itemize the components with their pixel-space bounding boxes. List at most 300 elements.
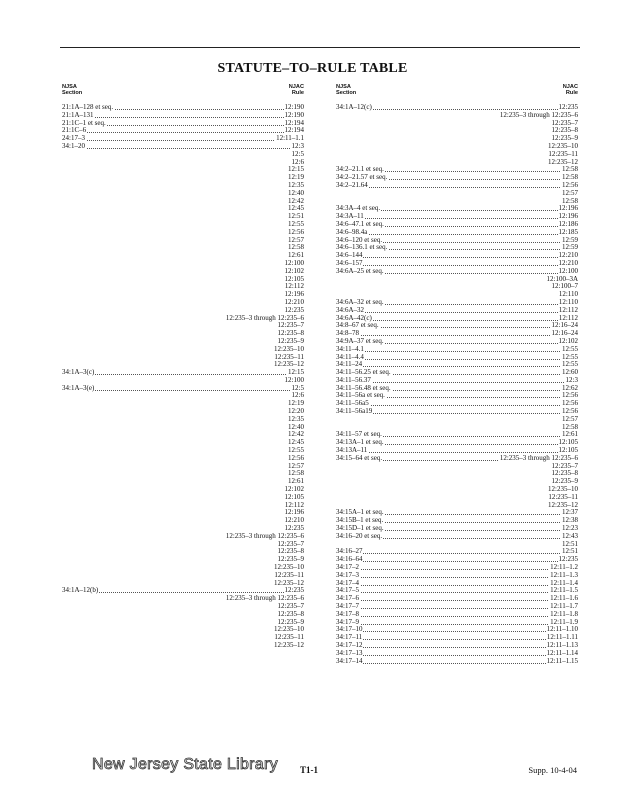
- table-row: [62, 338, 304, 346]
- table-row: [62, 626, 304, 634]
- left-rows: [62, 104, 304, 650]
- header-njsa: [336, 84, 356, 96]
- leader-dots: [62, 390, 304, 391]
- rule-reference: 12:42: [288, 430, 304, 439]
- statute-section: 34:17–13: [336, 648, 363, 657]
- statute-section: 34:1A–12(c): [336, 103, 372, 111]
- statute-section: 34:17–5: [336, 586, 359, 595]
- statute-section: 34:2–21.1 et seq.: [336, 165, 384, 174]
- rule-reference: 12:235–8: [277, 329, 304, 338]
- table-row: [62, 470, 304, 478]
- rule-reference: 12:235–12: [274, 360, 304, 369]
- table-row: [336, 322, 578, 330]
- leader-dots: [336, 592, 578, 593]
- table-row: [62, 143, 304, 151]
- rule-reference: 12:58: [288, 243, 304, 252]
- rule-reference: 12:55: [288, 219, 304, 228]
- rule-reference: 12:235–9: [551, 477, 578, 486]
- rule-reference: 12:235–8: [551, 469, 578, 478]
- rule-reference: 12:58: [562, 422, 578, 431]
- rule-reference: 12:100: [284, 375, 304, 384]
- table-row: [62, 213, 304, 221]
- rule-reference: 12:15: [288, 368, 304, 377]
- rule-reference: 12:235–10: [274, 563, 304, 572]
- rule-reference: 12:45: [288, 438, 304, 447]
- statute-section: 34:11–56a19: [336, 407, 373, 416]
- rule-reference: 12:105: [558, 446, 578, 455]
- rule-reference: 12:112: [284, 282, 304, 291]
- rule-reference: 12:112: [558, 305, 578, 314]
- leader-dots: [62, 140, 304, 141]
- leader-dots: [336, 452, 578, 453]
- statute-section: 34:6–120 et seq.: [336, 235, 383, 244]
- table-row: [62, 291, 304, 299]
- table-row: [62, 127, 304, 135]
- leader-dots: [336, 631, 578, 632]
- table-row: [62, 299, 304, 307]
- statute-section: 34:1A–12(b): [62, 586, 99, 595]
- statute-section: 34:3A–4 et seq.: [336, 204, 381, 213]
- rule-reference: 12:11–1.11: [546, 633, 578, 642]
- rule-reference: 12:58: [562, 173, 578, 182]
- rule-reference: 12:112: [284, 500, 304, 509]
- table-row: [62, 120, 304, 128]
- rule-reference: 12:235–12: [274, 640, 304, 649]
- table-row: [336, 541, 578, 549]
- statute-section: 34:1A–3(c): [62, 368, 95, 377]
- statute-section: 24:17–3: [62, 134, 85, 143]
- table-row: [336, 369, 578, 377]
- rule-reference: 12:235–11: [274, 633, 304, 642]
- header-njac: [563, 84, 578, 96]
- table-row: [336, 556, 578, 564]
- statute-section: 34:11–4.1: [336, 344, 364, 353]
- table-row: [62, 330, 304, 338]
- rule-reference: 12:58: [562, 165, 578, 174]
- rule-reference: 12:57: [562, 414, 578, 423]
- rule-reference: 12:235–8: [277, 609, 304, 618]
- statute-section: 34:3A–11: [336, 212, 364, 221]
- rule-reference: 12:55: [562, 360, 578, 369]
- rule-reference: 12:56: [562, 399, 578, 408]
- leader-dots: [336, 218, 578, 219]
- rule-reference: 12:55: [562, 344, 578, 353]
- header-rule-label: Rule: [565, 90, 578, 97]
- table-row: [62, 533, 304, 541]
- table-row: [336, 611, 578, 619]
- rule-reference: 12:11–1.10: [546, 625, 578, 634]
- statute-section: 34:6–136.1 et seq.: [336, 243, 388, 252]
- table-row: [336, 283, 578, 291]
- table-row: [62, 392, 304, 400]
- statute-section: 34:11–56.37: [336, 375, 371, 384]
- rule-reference: 12:235–10: [548, 485, 578, 494]
- table-row: [336, 533, 578, 541]
- statute-section: 34:11–56.48 et seq.: [336, 383, 391, 392]
- rule-reference: 12:11–1.4: [550, 578, 578, 587]
- rule-reference: 12:235–9: [277, 555, 304, 564]
- table-row: [62, 104, 304, 112]
- table-row: [336, 400, 578, 408]
- rule-reference: 12:51: [562, 547, 578, 556]
- right-column-header: [336, 84, 578, 104]
- table-row: [62, 260, 304, 268]
- rule-reference: 12:55: [562, 352, 578, 361]
- rule-reference: 12:235–10: [548, 141, 578, 150]
- table-row: [62, 369, 304, 377]
- leader-dots: [336, 351, 578, 352]
- rule-reference: 12:110: [558, 297, 578, 306]
- table-row: [62, 595, 304, 603]
- rule-reference: 12:23: [562, 524, 578, 533]
- leader-dots: [336, 359, 578, 360]
- leader-dots: [336, 608, 578, 609]
- statute-section: 34:6A–42(c): [336, 313, 372, 322]
- table-row: [62, 315, 304, 323]
- leader-dots: [336, 405, 578, 406]
- rule-reference: 12:186: [558, 219, 578, 228]
- statute-section: 34:6A–25 et seq.: [336, 266, 384, 275]
- table-row: [62, 517, 304, 525]
- table-row: [62, 361, 304, 369]
- statute-section: 34:13A–11: [336, 446, 368, 455]
- rule-reference: 12:11–1.5: [550, 586, 578, 595]
- rule-reference: 12:235–9: [277, 617, 304, 626]
- table-row: [62, 151, 304, 159]
- rule-reference: 12:235–10: [274, 625, 304, 634]
- statute-section: 21:1C–6: [62, 126, 87, 135]
- table-row: [62, 541, 304, 549]
- table-row: [336, 244, 578, 252]
- rule-reference: 12:235–12: [548, 157, 578, 166]
- rule-reference: 12:56: [562, 180, 578, 189]
- table-row: [336, 392, 578, 400]
- statute-section: 34:17–4: [336, 578, 359, 587]
- rule-reference: 12:3: [291, 141, 304, 150]
- table-row: [336, 354, 578, 362]
- statute-section: 34:6A–32: [336, 305, 364, 314]
- rule-reference: 12:196: [284, 508, 304, 517]
- rule-reference: 12:105: [558, 438, 578, 447]
- rule-reference: 12:235: [284, 586, 304, 595]
- table-row: [62, 478, 304, 486]
- table-row: [62, 502, 304, 510]
- leader-dots: [336, 600, 578, 601]
- statute-section: 34:8–78: [336, 329, 359, 338]
- table-row: [336, 463, 578, 471]
- table-row: [62, 221, 304, 229]
- statute-section: 34:11–24: [336, 360, 363, 369]
- header-section-label: Section: [336, 90, 357, 97]
- leader-dots: [336, 312, 578, 313]
- statute-section: 34:2–21.64: [336, 180, 368, 189]
- statute-section: 34:16–64: [336, 555, 363, 564]
- statute-section: 34:1–20: [62, 141, 85, 150]
- rule-reference: 12:40: [288, 188, 304, 197]
- rule-reference: 12:11–1.9: [550, 617, 578, 626]
- rule-reference: 12:105: [284, 274, 304, 283]
- table-row: [336, 276, 578, 284]
- rule-reference: 12:235–7: [551, 461, 578, 470]
- header-rule-label: Rule: [291, 90, 304, 97]
- statute-section: 34:17–9: [336, 617, 359, 626]
- statute-section: 34:6A–32 et seq.: [336, 297, 384, 306]
- rule-reference: 12:6: [291, 391, 304, 400]
- right-rows: [336, 104, 578, 665]
- rule-reference: 12:196: [558, 204, 578, 213]
- leader-dots: [62, 374, 304, 375]
- rule-reference: 12:59: [562, 235, 578, 244]
- table-row: [336, 572, 578, 580]
- rule-reference: 12:61: [562, 430, 578, 439]
- table-row: [336, 416, 578, 424]
- leader-dots: [336, 577, 578, 578]
- rule-reference: 12:235–7: [551, 118, 578, 127]
- rule-reference: 12:55: [288, 446, 304, 455]
- table-row: [62, 580, 304, 588]
- rule-reference: 12:112: [558, 313, 578, 322]
- statute-section: 34:17–10: [336, 625, 363, 634]
- rule-reference: 12:11–1.14: [546, 648, 578, 657]
- rule-reference: 12:5: [291, 149, 304, 158]
- rule-reference: 12:61: [288, 251, 304, 260]
- header-njsa: [62, 84, 82, 96]
- rule-reference: 12:235–12: [274, 578, 304, 587]
- statute-section: 34:8–67 et seq.: [336, 321, 379, 330]
- leader-dots: [336, 663, 578, 664]
- rule-reference: 12:210: [558, 251, 578, 260]
- statute-section: 34:17–12: [336, 640, 363, 649]
- table-row: [336, 494, 578, 502]
- header-njsa-label: NJSA: [62, 84, 77, 90]
- statute-section: 34:2–21.57 et seq.: [336, 173, 388, 182]
- statute-section: 34:1A–3(e): [62, 383, 95, 392]
- statute-section: 34:15D–1 et seq.: [336, 524, 384, 533]
- table-row: [62, 455, 304, 463]
- rule-reference: 12:235–9: [277, 336, 304, 345]
- table-row: [336, 580, 578, 588]
- statute-section: 34:11–56.25 et seq.: [336, 368, 391, 377]
- rule-reference: 12:235–8: [277, 547, 304, 556]
- table-row: [62, 564, 304, 572]
- rule-reference: 12:35: [288, 414, 304, 423]
- table-row: [336, 120, 578, 128]
- rule-reference: 12:235–8: [551, 126, 578, 135]
- table-row: [62, 431, 304, 439]
- table-row: [62, 322, 304, 330]
- page-title: STATUTE–TO–RULE TABLE: [217, 61, 408, 76]
- leader-dots: [336, 382, 578, 383]
- table-row: [336, 205, 578, 213]
- table-row: [62, 346, 304, 354]
- leader-dots: [336, 647, 578, 648]
- table-row: [62, 283, 304, 291]
- leader-dots: [62, 148, 304, 149]
- table-row: [336, 548, 578, 556]
- statute-section: 34:17–8: [336, 609, 359, 618]
- leader-dots: [336, 553, 578, 554]
- table-row: [62, 424, 304, 432]
- rule-reference: 12:196: [284, 290, 304, 299]
- table-row: [62, 463, 304, 471]
- table-row: [336, 112, 578, 120]
- rule-reference: 12:110: [558, 290, 578, 299]
- rule-reference: 12:56: [562, 391, 578, 400]
- table-row: [62, 642, 304, 650]
- statute-section: 34:15A–1 et seq.: [336, 508, 384, 517]
- rule-reference: 12:11–1.6: [550, 594, 578, 603]
- table-row: [336, 408, 578, 416]
- statute-section: 34:17–11: [336, 633, 363, 642]
- statute-section: 34:9A–37 et seq.: [336, 336, 384, 345]
- supplement-date: Supp. 10-4-04: [528, 765, 577, 775]
- rule-reference: 12:16–24: [551, 321, 578, 330]
- rule-reference: 12:5: [291, 383, 304, 392]
- rule-reference: 12:100: [558, 266, 578, 275]
- rule-reference: 12:38: [562, 516, 578, 525]
- leader-dots: [336, 585, 578, 586]
- table-row: [336, 190, 578, 198]
- leader-dots: [62, 132, 304, 133]
- rule-reference: 12:235–3 through 12:235–6: [225, 594, 304, 603]
- rule-reference: 12:11–1.13: [546, 640, 578, 649]
- header-section-label: Section: [62, 90, 83, 97]
- leader-dots: [336, 187, 578, 188]
- statute-section: 21:1A–131: [62, 110, 94, 119]
- statute-section: 34:11–56a et seq.: [336, 391, 385, 400]
- table-row: [336, 642, 578, 650]
- leader-dots: [336, 335, 578, 336]
- rule-reference: 12:190: [284, 110, 304, 119]
- rule-reference: 12:235–3 through 12:235–6: [499, 453, 578, 462]
- rule-reference: 12:235–3 through 12:235–6: [225, 313, 304, 322]
- leader-dots: [62, 117, 304, 118]
- table-row: [62, 237, 304, 245]
- table-row: [336, 564, 578, 572]
- table-row: [62, 205, 304, 213]
- leader-dots: [336, 639, 578, 640]
- statute-section: 34:17–7: [336, 602, 359, 610]
- rule-reference: 12:11–1.3: [550, 570, 578, 579]
- table-row: [336, 268, 578, 276]
- rule-reference: 12:196: [558, 212, 578, 221]
- table-row: [62, 229, 304, 237]
- table-row: [62, 385, 304, 393]
- table-row: [62, 572, 304, 580]
- rule-reference: 12:19: [288, 173, 304, 182]
- rule-reference: 12:11–1.7: [550, 602, 578, 610]
- rule-reference: 12:51: [288, 212, 304, 221]
- rule-reference: 12:102: [284, 485, 304, 494]
- rule-reference: 12:61: [288, 477, 304, 486]
- rule-reference: 12:57: [288, 461, 304, 470]
- rule-reference: 12:3: [565, 375, 578, 384]
- statute-section: 34:17–3: [336, 570, 359, 579]
- leader-dots: [336, 257, 578, 258]
- table-row: [62, 166, 304, 174]
- rule-reference: 12:235: [284, 305, 304, 314]
- table-row: [336, 595, 578, 603]
- rule-reference: 12:19: [288, 399, 304, 408]
- left-column-header: [62, 84, 304, 104]
- table-row: [62, 619, 304, 627]
- rule-reference: 12:100–3A: [546, 274, 578, 283]
- statute-section: 34:16–27: [336, 547, 363, 556]
- leader-dots: [336, 624, 578, 625]
- page-number: T1-1: [300, 765, 318, 775]
- rule-reference: 12:11–1.1: [276, 134, 304, 143]
- table-row: [62, 268, 304, 276]
- table-row: [62, 190, 304, 198]
- rule-reference: 12:210: [558, 258, 578, 267]
- rule-reference: 12:56: [288, 453, 304, 462]
- rule-reference: 12:58: [288, 469, 304, 478]
- table-row: [336, 478, 578, 486]
- rule-reference: 12:235–3 through 12:235–6: [225, 531, 304, 540]
- table-row: [336, 603, 578, 611]
- leader-dots: [336, 265, 578, 266]
- rule-reference: 12:43: [562, 531, 578, 540]
- rule-reference: 12:235–11: [274, 352, 304, 361]
- table-row: [62, 400, 304, 408]
- table-row: [62, 611, 304, 619]
- table-row: [62, 198, 304, 206]
- rule-reference: 12:11–1.8: [550, 609, 578, 618]
- header-njac: [289, 84, 304, 96]
- statute-section: 34:6–98.4a: [336, 227, 368, 236]
- table-row: [62, 276, 304, 284]
- table-row: [62, 603, 304, 611]
- table-row: [336, 151, 578, 159]
- table-row: [336, 182, 578, 190]
- statute-section: 34:17–6: [336, 594, 359, 603]
- rule-reference: 12:56: [562, 407, 578, 416]
- rule-reference: 12:37: [562, 508, 578, 517]
- table-row: [336, 455, 578, 463]
- table-row: [336, 619, 578, 627]
- table-row: [62, 494, 304, 502]
- statute-section: 21:1C–1 et seq.: [62, 118, 106, 127]
- rule-reference: 12:210: [284, 516, 304, 525]
- rule-reference: 12:105: [284, 492, 304, 501]
- table-row: [336, 143, 578, 151]
- statute-section: 34:16–20 et seq.: [336, 531, 383, 540]
- rule-reference: 12:190: [284, 103, 304, 111]
- leader-dots: [336, 616, 578, 617]
- leader-dots: [336, 655, 578, 656]
- table-row: [62, 509, 304, 517]
- table-row: [336, 634, 578, 642]
- header-njac-label: NJAC: [288, 84, 304, 90]
- table-row: [62, 252, 304, 260]
- rule-reference: 12:11–1.15: [546, 656, 578, 665]
- table-row: [336, 299, 578, 307]
- table-row: [336, 221, 578, 229]
- leader-dots: [336, 561, 578, 562]
- rule-reference: 12:235–11: [274, 570, 304, 579]
- statute-section: 34:6–47.1 et seq.: [336, 219, 384, 228]
- table-row: [336, 587, 578, 595]
- rule-reference: 12:235–7: [277, 321, 304, 330]
- rule-reference: 12:42: [288, 196, 304, 205]
- rule-reference: 12:20: [288, 407, 304, 416]
- statute-section: 34:11–57 et seq.: [336, 430, 382, 439]
- statute-section: 34:6–157: [336, 258, 363, 267]
- rule-reference: 12:235–10: [274, 344, 304, 353]
- rule-reference: 12:45: [288, 204, 304, 213]
- top-rule: [60, 47, 580, 48]
- table-row: [62, 548, 304, 556]
